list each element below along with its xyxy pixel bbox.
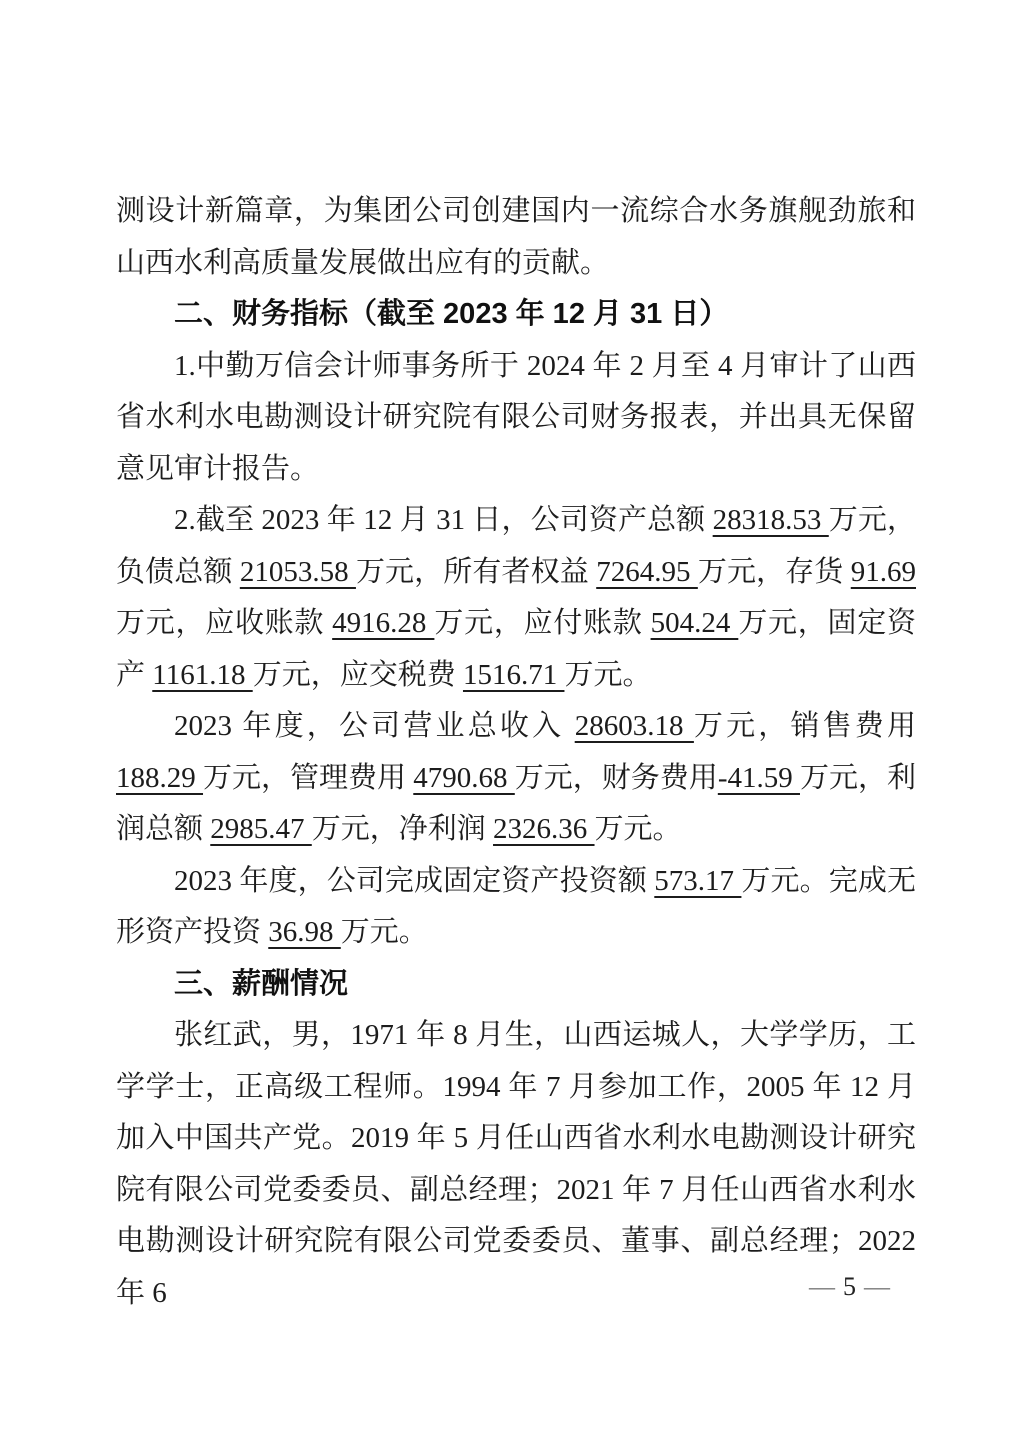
underlined-value: 21053.58 [239,555,356,588]
text-run: 万元，负债总额 [116,504,916,588]
underlined-value: 36.98 [268,916,341,948]
heading-salary: 三、薪酬情况 [174,967,349,1000]
underlined-value: 1516.71 [462,658,565,691]
underlined-value: 7264.95 [596,555,698,588]
underlined-value: 573.17 [654,864,742,897]
underlined-value: 4790.68 [413,761,515,794]
paragraph-investment [116,856,916,959]
footer-dash-right: — [864,1272,890,1301]
heading-financial-indicators: 二、财务指标（截至 2023 年 12 月 31 日） [174,298,729,330]
underlined-value: 28603.18 [574,710,694,742]
text-run: 万元。完成无形资产投资 [116,864,916,948]
paragraph-continuation: 测设计新篇章，为集团公司创建国内一流综合水务旗舰劲旅和山西水利高质量发展做出应有的贡献。 [116,195,916,279]
page-footer [801,1272,898,1302]
text-run: 万元，应交税费 [252,658,463,691]
paragraph-balance-sheet [116,495,916,701]
text-run: 万元，存货 [697,555,851,588]
underlined-value: 1161.18 [152,658,253,691]
footer-dash-left: — [809,1272,835,1301]
underlined-value: 91.69 [850,555,916,588]
text-run: 万元，净利润 [311,813,494,845]
underlined-value: 2985.47 [210,813,312,845]
underlined-value: 2326.36 [493,813,595,845]
paragraph-biography: 张红武，男，1971 年 8 月生，山西运城人，大学学历，工学学士，正高级工程师。1994 年 7 月参加工作，2005 年 12 月加入中国共产党。2019 年 5 月任山西省水利水电勘测设计研究院有限公司党委委员、副总经理；2021 年 7 月任山西省水利水电勘测设计研究院有限公司党委委员、董事、副总经理；2022 年 6 [116,1019,916,1309]
text-run: 万元，利润总额 [116,761,916,845]
text-run: 万元，销售费用 [693,710,916,742]
underlined-value: 188.29 [116,761,204,794]
text-run: 万元，固定资产 [116,607,916,691]
text-run: 万元，管理费用 [203,761,414,794]
text-run: 万元，应收账款 [116,607,333,639]
text-run: 万元，财务费用 [514,761,718,794]
paragraph-income-statement [116,701,916,856]
text-run: 2023 年度，公司完成固定资产投资额 [174,864,655,897]
document-content [116,186,916,1319]
text-run: 万元。 [594,813,682,845]
text-run: 2023 年度，公司营业总收入 [174,710,575,742]
text-run: 万元，应付账款 [434,607,651,639]
underlined-value: 28318.53 [712,504,829,536]
underlined-value: 504.24 [650,607,739,639]
text-run: 万元。 [564,658,652,691]
text-run: 2.截至 2023 年 12 月 31 日，公司资产总额 [174,504,713,536]
text-run: 万元，所有者权益 [355,555,597,588]
paragraph-audit: 1.中勤万信会计师事务所于 2024 年 2 月至 4 月审计了山西省水利水电勘测设计研究院有限公司财务报表，并出具无保留意见审计报告。 [116,349,916,485]
text-run: 万元。 [340,916,428,948]
page-number: 5 [843,1272,856,1301]
underlined-value: -41.59 [717,761,800,794]
underlined-value: 4916.28 [332,607,435,639]
